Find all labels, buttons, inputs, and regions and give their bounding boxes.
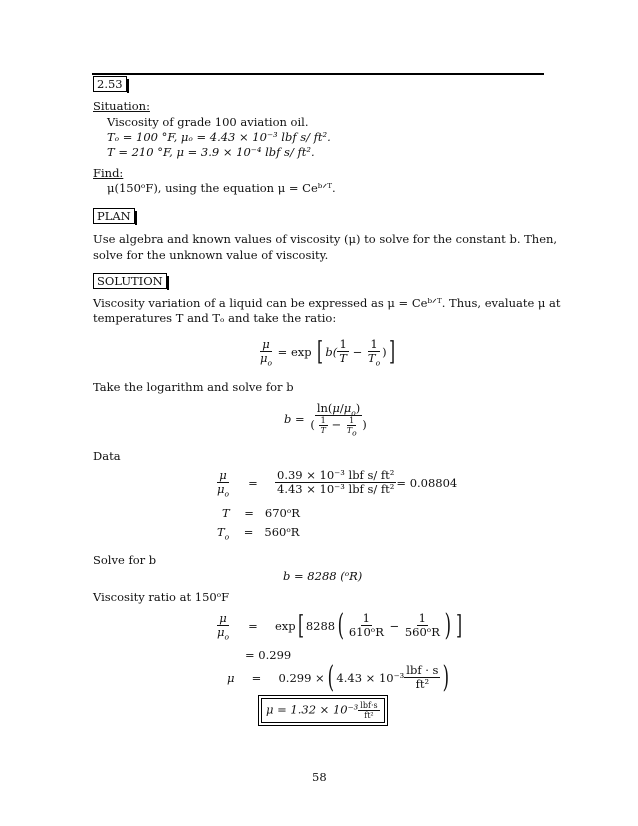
b-result: b = 8288 (ᵒR) xyxy=(283,569,363,583)
final-t1: 610ᵒR xyxy=(348,625,384,639)
log-text: Take the logarithm and solve for b xyxy=(93,380,294,394)
final-t2: 560ᵒR xyxy=(404,625,440,639)
final-ratio-row: $\frac{\mu}{\mu_o}$ = exp [ 8288 ( $\frac{1}{\text{610ᵒR}}$ − $\frac{1}{\text{560ᵒR}}$ ) ] xyxy=(217,607,462,643)
plan-text-2: solve for the unknown value of viscosity. xyxy=(93,248,329,262)
header-rule xyxy=(92,73,544,75)
page-number: 58 xyxy=(312,770,327,784)
data-heading: Data xyxy=(93,449,121,463)
final-unit-num: lbf · s xyxy=(406,663,439,677)
data-ratio-row: $\frac{\mu}{\mu_o}$ = $\frac{\text{0.39 × 10⁻³ lbf s/ ft²}}{\text{4.43 × 10⁻³ lbf s/ ft²}}$ = 0.08804 xyxy=(217,468,458,499)
ratio-equation: $\frac{\mu}{\mu_o}$ = exp [ b( $\frac{1}{T}$ − $\frac{1}{T_o}$ ) ] xyxy=(260,336,395,368)
situation-line-1: Viscosity of grade 100 aviation oil. xyxy=(107,115,309,129)
final-answer-box: μ = 1.32 × 10⁻³ $\frac{\text{lbf·s}}{\text{ft²}}$ xyxy=(261,698,385,723)
problem-number-box xyxy=(93,76,127,92)
final-unit-den: ft² xyxy=(415,677,430,691)
final-mu-row: μ = 0.299 × ( 4.43 × 10⁻³ $\frac{\text{lbf · s}}{\text{ft²}}$ ) xyxy=(227,659,450,695)
ratio-heading: Viscosity ratio at 150ᵒF xyxy=(93,590,230,604)
plan-text-1: Use algebra and known values of viscosity (μ) to solve for the constant b. Then, xyxy=(93,232,558,246)
plan-label: PLAN xyxy=(97,209,131,223)
situation-heading: Situation: xyxy=(93,99,150,113)
data-ratio-denominator: 4.43 × 10⁻³ lbf s/ ft² xyxy=(277,482,395,496)
find-heading: Find: xyxy=(93,166,124,180)
find-line-1: μ(150ᵒF), using the equation μ = Ceᵇᐟᵀ. xyxy=(107,181,336,195)
final-mu-inner: 4.43 × 10⁻³ xyxy=(336,670,405,685)
data-T-row: T = 670ᵒR xyxy=(222,506,300,520)
data-T-value: 670ᵒR xyxy=(264,506,300,520)
situation-line-3: T = 210 °F, μ = 3.9 × 10⁻⁴ lbf s/ ft². xyxy=(107,145,315,159)
final-ratio-value: = 0.299 xyxy=(245,648,292,662)
final-b-value: 8288 xyxy=(305,618,336,633)
plan-label-box xyxy=(93,208,135,224)
solution-label: SOLUTION xyxy=(97,274,163,288)
data-To-row: $T_o$ = 560ᵒR xyxy=(217,525,300,542)
solution-text-1: Viscosity variation of a liquid can be expressed as μ = Ceᵇᐟᵀ. Thus, evaluate μ at xyxy=(93,296,561,310)
problem-number: 2.53 xyxy=(97,77,123,91)
situation-line-2: Tₒ = 100 °F, μₒ = 4.43 × 10⁻³ lbf s/ ft². xyxy=(107,130,331,144)
solution-text-2: temperatures T and Tₒ and take the ratio: xyxy=(93,311,337,325)
final-answer: μ = 1.32 × 10⁻³ xyxy=(266,702,359,717)
data-ratio-result: = 0.08804 xyxy=(396,475,458,490)
final-mu-expr: 0.299 × xyxy=(278,670,325,685)
data-To-value: 560ᵒR xyxy=(264,525,300,539)
solve-b-text: Solve for b xyxy=(93,553,157,567)
data-ratio-numerator: 0.39 × 10⁻³ lbf s/ ft² xyxy=(277,468,395,482)
b-equation: b = $\ln(\mu/\mu_o)$ ( $\frac{1}{T}$ − $\frac{1}{T_o}$ ) xyxy=(284,401,367,438)
solution-label-box xyxy=(93,273,167,289)
